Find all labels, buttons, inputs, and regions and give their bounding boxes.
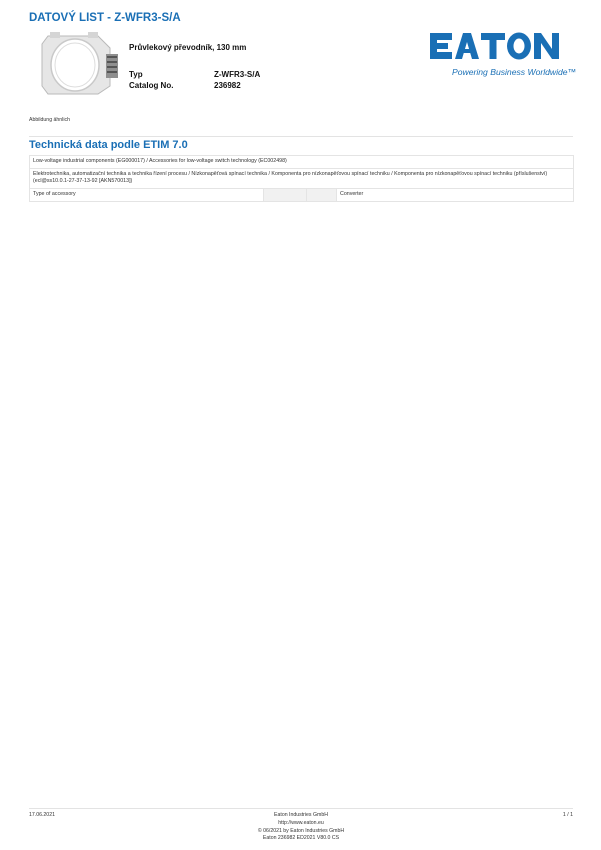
feature-value: Converter [337,189,574,202]
table-row [30,189,574,202]
spec-value-type: Z-WFR3-S/A [214,70,261,79]
spec-label-catalog: Catalog No. [129,81,174,90]
image-caption: Abbildung ähnlich [29,117,70,123]
table-row [30,156,574,169]
feature-name: Type of accessory [30,189,264,202]
eaton-tagline: Powering Business Worldwide™ [452,67,577,77]
footer-url[interactable]: http://www.eaton.eu [278,819,324,826]
footer-center [29,812,573,843]
etim-class-path: Low-voltage industrial components (EG000017) / Accessories for low-voltage switch technology (EC002498) [30,156,574,169]
spec-label-type: Typ [129,70,143,79]
footer-divider [29,808,573,809]
feature-unit [264,189,307,202]
footer-page-number: 1 / 1 [562,812,573,818]
product-image [38,28,120,98]
footer-doc-id: Eaton 236982 ED2021 V80.0 CS [262,835,340,842]
datasheet-title: DATOVÝ LIST - Z-WFR3-S/A [29,12,181,24]
product-description: Průvlekový převodník, 130 mm [129,43,247,52]
footer-company: Eaton Industries GmbH [274,812,328,818]
feature-code [307,189,337,202]
etim-table [29,155,574,202]
spec-value-catalog: 236982 [214,81,241,90]
divider [29,136,573,137]
etim-heading: Technická data podle ETIM 7.0 [29,139,188,151]
spec-list [129,70,294,90]
table-row [30,168,574,188]
eclass-path: Elektrotechnika, automatizační technika a technika řízení procesu / Nízkonapěťová spínací technika / Komponenta pro nízkonapěťovou spínací techniku / Komponenta pro nízkonapěťovou spínací techniku (příslušenství) (ecl@ss10.0.1-27-37-13-92 [AKN570013]) [30,168,574,188]
footer-copyright: © 06/2021 by Eaton Industries GmbH [257,827,345,834]
footer-date: 17.06.2021 [29,812,55,818]
